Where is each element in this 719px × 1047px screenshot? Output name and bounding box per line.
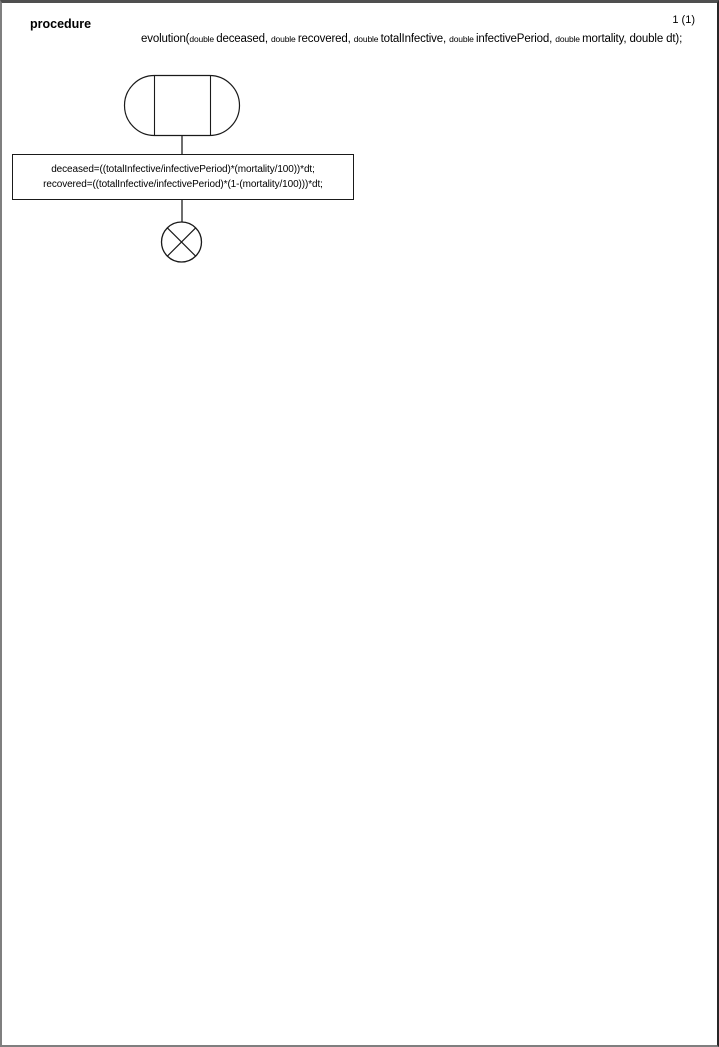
process-statement: recovered=((totalInfective/infectivePeriod)*(1-(mortality/100)))*dt; <box>43 178 323 190</box>
procedure-label: procedure <box>30 17 92 31</box>
signature-segment: mortality, <box>582 33 630 45</box>
signature-segment: double <box>555 34 583 44</box>
process-block[interactable] <box>12 154 354 200</box>
process-statement: deceased=((totalInfective/infectivePeriod)*(mortality/100))*dt; <box>51 163 315 175</box>
end-terminal-shape[interactable] <box>162 222 202 262</box>
start-terminal-shape[interactable] <box>125 76 240 136</box>
signature-segment: evolution( <box>141 33 190 45</box>
signature-segment: double <box>189 34 217 44</box>
signature-segment: totalInfective, <box>380 33 450 45</box>
signature-segment: recovered, <box>297 33 354 45</box>
signature-segment: infectivePeriod, <box>475 33 556 45</box>
signature-segment: double dt); <box>629 33 683 45</box>
signature-segment: deceased, <box>216 33 271 45</box>
signature-segment: double <box>353 34 381 44</box>
page-number: 1 (1) <box>672 14 695 26</box>
signature-segment: double <box>270 34 298 44</box>
signature-segment: double <box>449 34 476 44</box>
